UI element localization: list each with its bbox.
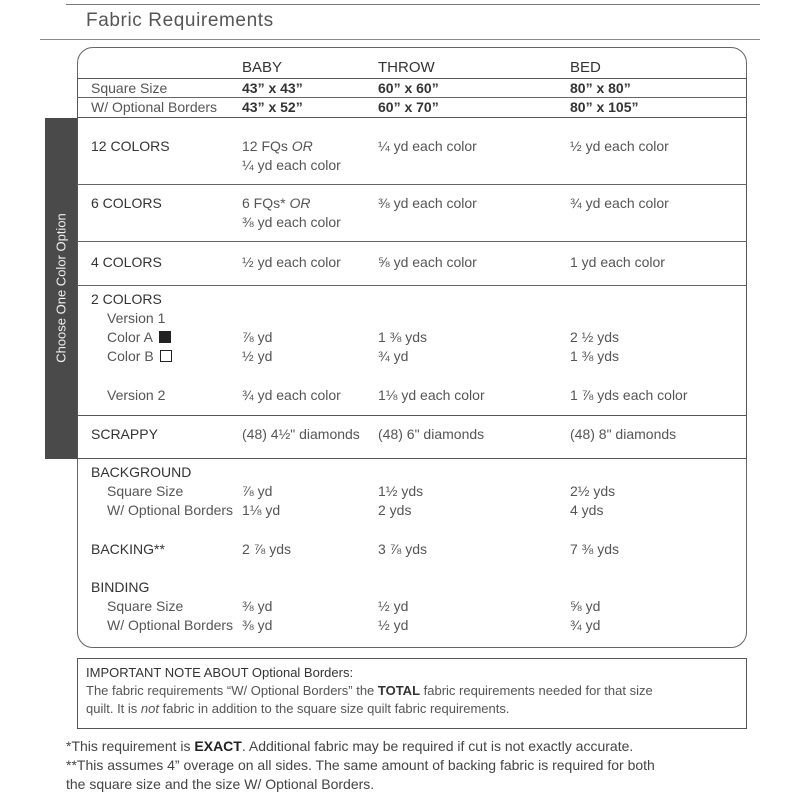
backing-throw: 3 ⅞ yds xyxy=(378,541,428,557)
row-divider xyxy=(77,184,747,185)
row-label-12-colors: 12 COLORS xyxy=(91,138,170,154)
note-title: IMPORTANT NOTE ABOUT Optional Borders: xyxy=(86,665,354,680)
note-text: fabric in addition to the square size quilt fabric requirements. xyxy=(159,701,510,716)
footnote-emphasis: EXACT xyxy=(194,738,242,754)
color-a-throw: 1 ⅜ yds xyxy=(378,329,428,345)
6-colors-baby-fq: 6 FQs* xyxy=(242,195,290,211)
color-a-bed: 2 ½ yds xyxy=(570,329,620,345)
title-underline xyxy=(40,39,760,40)
6-colors-baby-alt: ⅜ yd each color xyxy=(242,214,341,230)
binding-square-bed: ⅝ yd xyxy=(570,598,601,614)
color-b-bed: 1 ⅜ yds xyxy=(570,348,620,364)
6-colors-baby xyxy=(242,194,310,212)
row-label-4-colors: 4 COLORS xyxy=(91,254,162,270)
size-row-value: 80” x 80” xyxy=(570,80,631,96)
col-header-throw: THROW xyxy=(378,59,435,76)
color-b-baby: ½ yd xyxy=(242,348,273,364)
empty-square-icon xyxy=(160,350,172,362)
4-colors-bed: 1 yd each color xyxy=(570,254,665,270)
note-text: The fabric requirements “W/ Optional Borders” the xyxy=(86,683,378,698)
size-row-label: Square Size xyxy=(91,80,168,96)
6-colors-bed: ¾ yd each color xyxy=(570,195,669,211)
background-square-throw: 1½ yds xyxy=(378,483,424,499)
note-text: quilt. It is xyxy=(86,701,141,716)
scrappy-throw: (48) 6" diamonds xyxy=(378,426,485,442)
version-2-throw: 1⅛ yd each color xyxy=(378,387,485,403)
footnote-text: . Additional fabric may be required if cut is not exactly accurate. xyxy=(241,738,634,754)
12-colors-baby-alt: ¼ yd each color xyxy=(242,157,341,173)
size-row-value: 60” x 70” xyxy=(378,99,439,115)
col-header-baby: BABY xyxy=(242,59,283,76)
version-2-label: Version 2 xyxy=(107,387,166,403)
row-label-2-colors: 2 COLORS xyxy=(91,291,162,307)
note-body xyxy=(86,682,738,718)
6-colors-baby-or: OR xyxy=(289,195,311,211)
background-borders-throw: 2 yds xyxy=(378,502,412,518)
footnote-backing: **This assumes 4” overage on all sides. The same amount of backing fabric is required for both xyxy=(66,757,655,773)
binding-borders-bed: ¾ yd xyxy=(570,617,601,633)
background-borders-label: W/ Optional Borders xyxy=(107,502,234,518)
color-b-label xyxy=(107,347,172,365)
background-square-baby: ⅞ yd xyxy=(242,483,273,499)
size-row-value: 80” x 105” xyxy=(570,99,639,115)
background-borders-baby: 1⅛ yd xyxy=(242,502,281,518)
color-b-text: Color B xyxy=(107,348,154,364)
page-title: Fabric Requirements xyxy=(86,10,274,31)
row-label-backing: BACKING** xyxy=(91,541,165,557)
color-a-text: Color A xyxy=(107,329,153,345)
important-note xyxy=(77,658,747,729)
scrappy-bed: (48) 8" diamonds xyxy=(570,426,677,442)
version-2-baby: ¾ yd each color xyxy=(242,387,341,403)
12-colors-bed: ½ yd each color xyxy=(570,138,669,154)
scrappy-baby: (48) 4½" diamonds xyxy=(242,426,360,442)
binding-square-label: Square Size xyxy=(107,598,184,614)
color-a-label xyxy=(107,328,171,346)
footnote-backing-cont: the square size and the size W/ Optional Borders. xyxy=(66,776,375,792)
row-label-6-colors: 6 COLORS xyxy=(91,195,162,211)
size-row-label: W/ Optional Borders xyxy=(91,99,218,115)
color-options-band xyxy=(77,117,747,459)
row-divider xyxy=(77,241,747,242)
binding-borders-throw: ½ yd xyxy=(378,617,409,633)
binding-square-throw: ½ yd xyxy=(378,598,409,614)
row-divider xyxy=(77,285,747,286)
backing-baby: 2 ⅞ yds xyxy=(242,541,292,557)
filled-square-icon xyxy=(159,331,171,343)
footnote-exact xyxy=(66,737,633,755)
12-colors-baby-fq: 12 FQs xyxy=(242,138,292,154)
12-colors-throw: ¼ yd each color xyxy=(378,138,477,154)
size-row-value: 60” x 60” xyxy=(378,80,439,96)
row-label-background: BACKGROUND xyxy=(91,464,192,480)
12-colors-baby xyxy=(242,137,313,155)
col-header-bed: BED xyxy=(570,59,601,76)
note-emphasis: TOTAL xyxy=(377,683,421,698)
version-2-bed: 1 ⅞ yds each color xyxy=(570,387,688,403)
4-colors-baby: ½ yd each color xyxy=(242,254,341,270)
color-b-throw: ¾ yd xyxy=(378,348,409,364)
row-label-scrappy: SCRAPPY xyxy=(91,426,158,442)
binding-borders-baby: ⅜ yd xyxy=(242,617,273,633)
background-square-label: Square Size xyxy=(107,483,184,499)
backing-bed: 7 ⅜ yds xyxy=(570,541,620,557)
row-label-binding: BINDING xyxy=(91,579,150,595)
note-text: fabric requirements needed for that size xyxy=(420,683,653,698)
color-a-baby: ⅞ yd xyxy=(242,329,273,345)
6-colors-throw: ⅜ yd each color xyxy=(378,195,477,211)
size-row-value: 43” x 43” xyxy=(242,80,303,96)
binding-borders-label: W/ Optional Borders xyxy=(107,617,234,633)
binding-square-baby: ⅜ yd xyxy=(242,598,273,614)
note-line-2 xyxy=(86,700,738,718)
background-square-bed: 2½ yds xyxy=(570,483,616,499)
note-emphasis: not xyxy=(140,701,159,716)
top-rule xyxy=(66,4,760,5)
side-tab-label: Choose One Color Option xyxy=(53,213,69,363)
version-1-label: Version 1 xyxy=(107,310,166,326)
footnote-text: *This requirement is xyxy=(66,738,195,754)
background-borders-bed: 4 yds xyxy=(570,502,604,518)
note-line-1 xyxy=(86,682,738,700)
size-row-value: 43” x 52” xyxy=(242,99,303,115)
4-colors-throw: ⅝ yd each color xyxy=(378,254,477,270)
12-colors-baby-or: OR xyxy=(291,138,313,154)
